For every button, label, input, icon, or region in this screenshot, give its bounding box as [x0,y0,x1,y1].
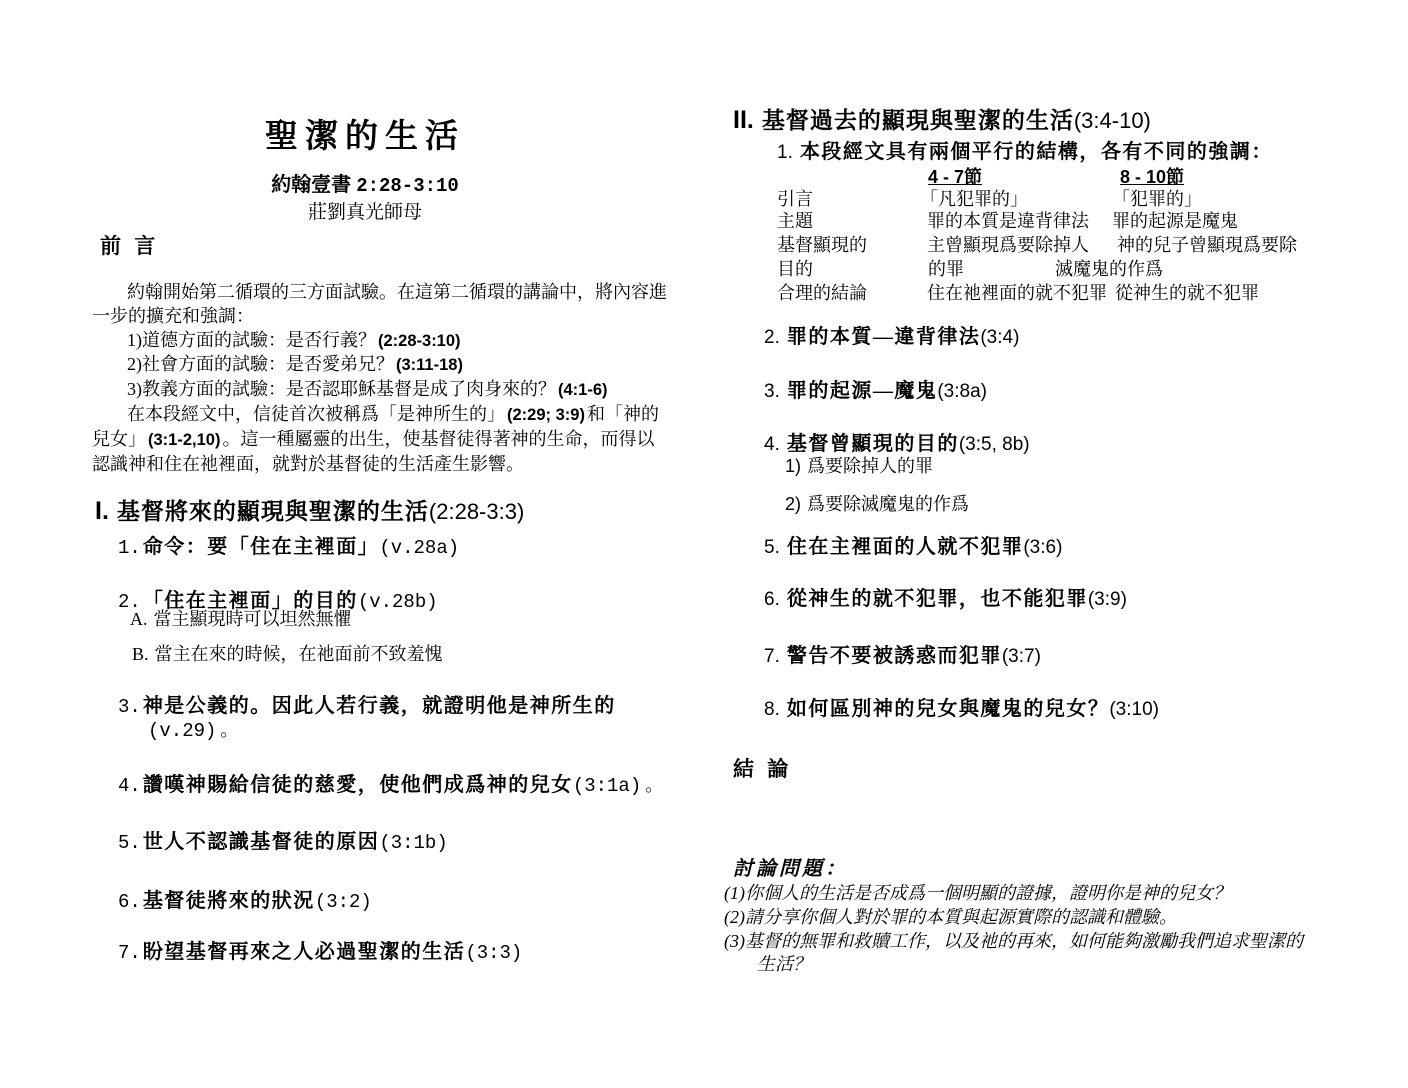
item-ref: (3:1a) [572,775,642,797]
item-ref: (3:10) [1109,699,1159,720]
section2-number: II. [733,106,754,134]
subitem-text: 爲要除掉人的罪 [807,456,934,476]
item-ref: (3:9) [1087,589,1127,610]
subitem-num: 1) [785,456,802,476]
outline-subitem-B [132,640,443,666]
table-cell: 從神生的就不犯罪 [1115,283,1259,303]
table-row-label: 引言 [777,189,813,209]
preface-line [92,428,655,453]
table-cell: 罪的起源是魔鬼 [1112,211,1238,231]
preface-line: 約翰開始第二循環的三方面試驗。在這第二循環的講論中，將內容進 [127,282,667,302]
item-text: 「住在主裡面」的目的 [142,590,358,612]
test-ref: (2:28-3:10) [378,331,461,350]
item-ref: (v.28b) [357,591,438,613]
item-text: 警告不要被誘惑而犯罪 [786,645,1002,667]
doc-subtitle-ref: 2:28-3:10 [356,175,459,197]
preface-test-2 [92,353,652,378]
table-row-label: 目的 [777,259,813,279]
verse-ref: (2:29; 3:9) [507,405,585,424]
preface-heading: 前 言 [100,234,160,258]
subitem-letter: A. [130,609,148,629]
preface-text: 。這一種屬靈的出生，使基督徒得著神的生命，而得以 [222,428,655,449]
item-ref: (3:1b) [379,832,448,854]
doc-author: 莊劉真光師母 [307,202,422,223]
item-text: 讚嘆神賜給信徒的慈愛，使他們成爲神的兒女 [142,774,573,796]
item-text: 罪的起源—魔鬼 [786,380,938,402]
item-text: 住在主裡面的人就不犯罪 [786,536,1024,558]
preface-line: 認識神和住在祂裡面，就對於基督徒的生活產生影響。 [92,453,524,474]
discussion-heading: 討論問題： [733,858,848,880]
item-text: 盼望基督再來之人必過聖潔的生活 [142,941,466,963]
table-row-label: 合理的結論 [777,283,867,303]
doc-subtitle [60,168,670,197]
item-num: 2. [764,327,780,348]
question-text: 基督的無罪和救贖工作，以及祂的再來，如何能夠激勵我們追求聖潔的 [745,931,1303,951]
question-num: (1) [724,883,745,903]
section2-ref: (3:4-10) [1073,108,1151,133]
table-cell: 滅魔鬼的作爲 [1055,259,1163,279]
item-num: 5. [764,537,780,558]
item-text: 罪的本質—違背律法 [786,326,981,348]
item-num: 6. [118,891,141,913]
discussion-question-2 [724,903,1177,929]
table-row-label: 基督顯現的 [777,235,867,255]
item-ref: (3:5, 8b) [958,434,1030,455]
item-ref: (v.29) [148,720,217,742]
item-text: 如何區別神的兒女與魔鬼的兒女？ [786,698,1110,720]
item-ref: (3:4) [980,327,1020,348]
test-num: 2) [127,354,142,375]
preface-line [92,403,659,428]
subitem-text: 當主在來的時候，在祂面前不致羞愧 [154,644,443,664]
test-text: 社會方面的試驗：是否愛弟兄？ [142,354,394,375]
test-num: 3) [127,379,142,400]
item-ref: (3:7) [1001,646,1041,667]
item-text: 世人不認識基督徒的原因 [142,831,380,853]
item-num: 1. [118,537,141,559]
item-text: 命令：要「住在主裡面」 [142,536,380,558]
item-num: 7. [764,646,780,667]
item-num: 3. [764,381,780,402]
section1-heading [95,493,524,526]
outline-item-1-6 [118,884,372,913]
section2-heading [733,102,1151,135]
item-num: 5. [118,832,141,854]
table-cell: 的罪 [928,259,964,279]
table-cell: 住在祂裡面的就不犯罪 [927,283,1107,303]
question-text: 請分享你個人對於罪的本質與起源實際的認識和體驗。 [745,907,1177,927]
preface-text: 兒女」 [92,428,146,449]
item-num: 4. [118,775,141,797]
item-num: 8. [764,699,780,720]
outline-item-1-4 [118,768,663,797]
outline-item-2-8 [764,692,1159,721]
item-num: 3. [118,696,141,718]
item-ref: (3:8a) [937,381,987,402]
item-text: 神是公義的。因此人若行義，就證明他是神所生的 [142,695,616,717]
outline-item-1-1 [118,530,459,559]
item-num: 2. [118,591,141,613]
test-num: 1) [127,329,142,350]
table-cell: 「犯罪的」 [1112,189,1202,209]
outline-subitem-2-4-1 [785,452,933,478]
outline-item-1-3-cont [148,716,238,742]
table-cell: 主曾顯現爲要除掉人 [927,235,1089,255]
table-cell: 「凡犯罪的」 [920,189,1028,209]
table-header-col-a: 4 - 7節 [928,167,983,187]
section1-title: 基督將來的顯現與聖潔的生活 [116,499,429,524]
outline-subitem-A [130,605,352,631]
table-row-label: 主題 [777,211,813,231]
item-ref: (3:6) [1023,537,1063,558]
preface-paragraph [92,281,667,476]
outline-item-2-2 [764,320,1019,349]
item-num: 7. [118,942,141,964]
outline-item-1-7 [118,935,522,964]
question-num: (3) [724,931,745,951]
doc-subtitle-book: 約翰壹書 [271,174,352,196]
discussion-question-3-cont: 生活？ [757,954,811,974]
item-num: 6. [764,589,780,610]
item-text: 基督徒將來的狀況 [142,890,315,912]
preface-test-1 [92,329,652,354]
subitem-text: 當主顯現時可以坦然無懼 [153,609,352,629]
outline-item-2-1 [777,135,1273,164]
item-tail: 。 [645,775,664,795]
item-tail: 。 [220,720,239,740]
test-text: 道德方面的試驗：是否行義？ [142,329,376,350]
outline-subitem-2-4-2 [785,490,969,516]
preface-test-3 [92,378,652,403]
outline-item-2-6 [764,582,1127,611]
preface-text: 在本段經文中，信徒首次被稱爲「是神所生的」 [127,403,505,424]
outline-item-2-5 [764,530,1062,559]
discussion-question-1 [724,879,1231,905]
table-cell: 罪的本質是違背律法 [927,211,1089,231]
section1-number: I. [95,497,109,525]
test-text: 教義方面的試驗：是否認耶穌基督是成了肉身來的？ [142,379,556,400]
item-text: 本段經文具有兩個平行的結構，各有不同的強調： [799,141,1273,163]
doc-title: 聖潔的生活 [265,119,465,155]
verse-ref: (3:1-2,10) [148,430,221,449]
test-ref: (3:11-18) [396,356,463,375]
preface-text: 和「神的 [586,403,659,424]
item-num: 1. [777,142,793,163]
subitem-letter: B. [132,644,149,664]
outline-item-2-7 [764,639,1041,668]
outline-item-1-5 [118,825,448,854]
table-cell: 神的兒子曾顯現爲要除 [1117,235,1297,255]
outline-item-1-3 [118,689,616,718]
section2-title: 基督過去的顯現與聖潔的生活 [761,108,1074,133]
outline-item-2-3 [764,374,987,403]
table-header-col-b: 8 - 10節 [1120,167,1185,187]
question-num: (2) [724,907,745,927]
item-ref: (v.28a) [379,537,460,559]
subitem-num: 2) [785,494,802,514]
item-text: 從神生的就不犯罪，也不能犯罪 [786,588,1088,610]
item-text: 基督曾顯現的目的 [786,433,959,455]
preface-line: 一步的擴充和強調： [92,305,254,326]
parallel-structure-table [724,163,1374,303]
conclusion-heading: 結 論 [733,757,793,781]
test-ref: (4:1-6) [558,381,608,400]
question-text: 你個人的生活是否成爲一個明顯的證據，證明你是神的兒女？ [745,883,1231,903]
item-ref: (3:2) [314,891,372,913]
subitem-text: 爲要除滅魔鬼的作爲 [807,494,970,514]
section1-ref: (2:28-3:3) [428,499,525,524]
item-num: 4. [764,434,780,455]
item-ref: (3:3) [465,942,523,964]
